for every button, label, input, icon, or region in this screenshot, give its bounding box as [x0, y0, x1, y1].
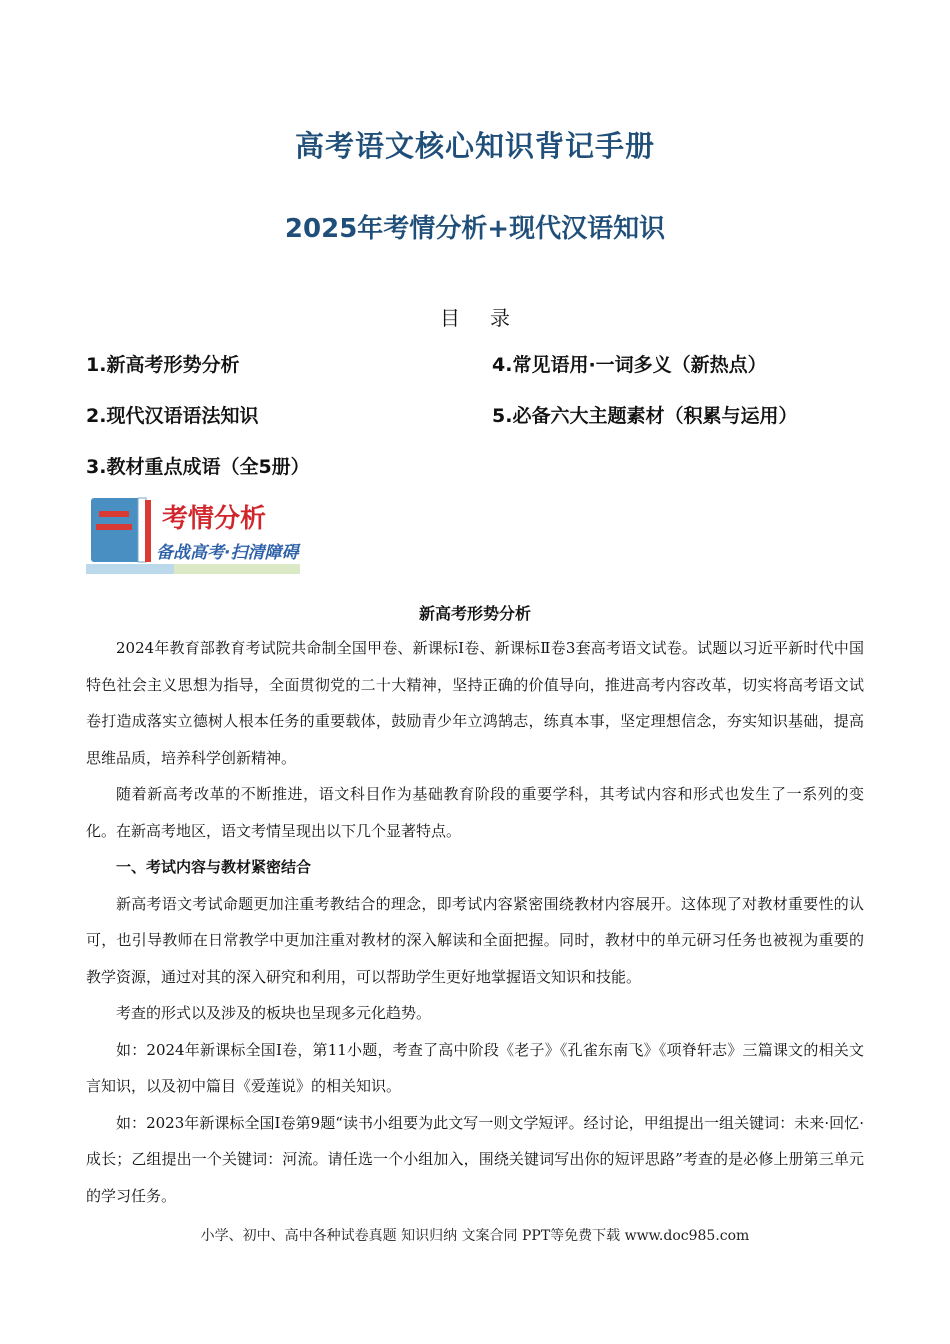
paragraph: 如：2023年新课标全国Ⅰ卷第9题“读书小组要为此文写一则文学短评。经讨论，甲组提出一组关键词：未来·回忆·成长；乙组提出一个关键词：河流。请任选一个小组加入，围绕关键词写出你的短评思路”考查的是必修上册第三单元的学习任务。: [86, 1113, 864, 1205]
subheading: 一、考试内容与教材紧密结合: [116, 858, 312, 876]
toc-item-3[interactable]: 3.教材重点成语（全5册）: [86, 456, 310, 478]
toc-item-2[interactable]: 2.现代汉语语法知识: [86, 405, 259, 427]
paragraph: 2024年教育部教育考试院共命制全国甲卷、新课标Ⅰ卷、新课标Ⅱ卷3套高考语文试卷。试题以习近平新时代中国特色社会主义思想为指导，全面贯彻党的二十大精神，坚持正确的价值导向，推进高考内容改革，切实将高考语文试卷打造成落实立德树人根本任务的重要载体，鼓励青少年立鸿鹄志，练真本事，坚定理想信念，夯实知识基础，提高思维品质，培养科学创新精神。: [86, 639, 864, 767]
section-title: 新高考形势分析: [418, 604, 531, 623]
body-text: [86, 630, 864, 1214]
toc-item-4[interactable]: 4.常见语用·一词多义（新热点）: [492, 354, 767, 376]
exam-analysis-badge: [86, 496, 300, 576]
toc-heading: 目录: [440, 306, 540, 330]
badge-subtitle: 备战高考·扫清障碍: [156, 543, 299, 563]
toc-item-5[interactable]: 5.必备六大主题素材（积累与运用）: [492, 405, 798, 427]
badge-title: 考情分析: [162, 504, 267, 534]
document-title: 高考语文核心知识背记手册: [294, 129, 655, 163]
footer-text[interactable]: 小学、初中、高中各种试卷真题 知识归纳 文案合同 PPT等免费下载 www.doc985.com: [200, 1228, 750, 1244]
toc-item-1[interactable]: 1.新高考形势分析: [86, 354, 240, 376]
paragraph: 新高考语文考试命题更加注重考教结合的理念，即考试内容紧密围绕教材内容展开。这体现了对教材重要性的认可，也引导教师在日常教学中更加注重对教材的深入解读和全面把握。同时，教材中的单元研习任务也被视为重要的教学资源，通过对其的深入研究和利用，可以帮助学生更好地掌握语文知识和技能。: [86, 894, 864, 986]
paragraph: 随着新高考改革的不断推进，语文科目作为基础教育阶段的重要学科，其考试内容和形式也发生了一系列的变化。在新高考地区，语文考情呈现出以下几个显著特点。: [86, 785, 864, 840]
paragraph: 如：2024年新课标全国Ⅰ卷，第11小题，考查了高中阶段《老子》《孔雀东南飞》《项脊轩志》三篇课文的相关文言知识，以及初中篇目《爱莲说》的相关知识。: [86, 1040, 864, 1095]
paragraph: 考查的形式以及涉及的板块也呈现多元化趋势。: [116, 1004, 432, 1022]
document-subtitle: 2025年考情分析+现代汉语知识: [284, 214, 666, 244]
